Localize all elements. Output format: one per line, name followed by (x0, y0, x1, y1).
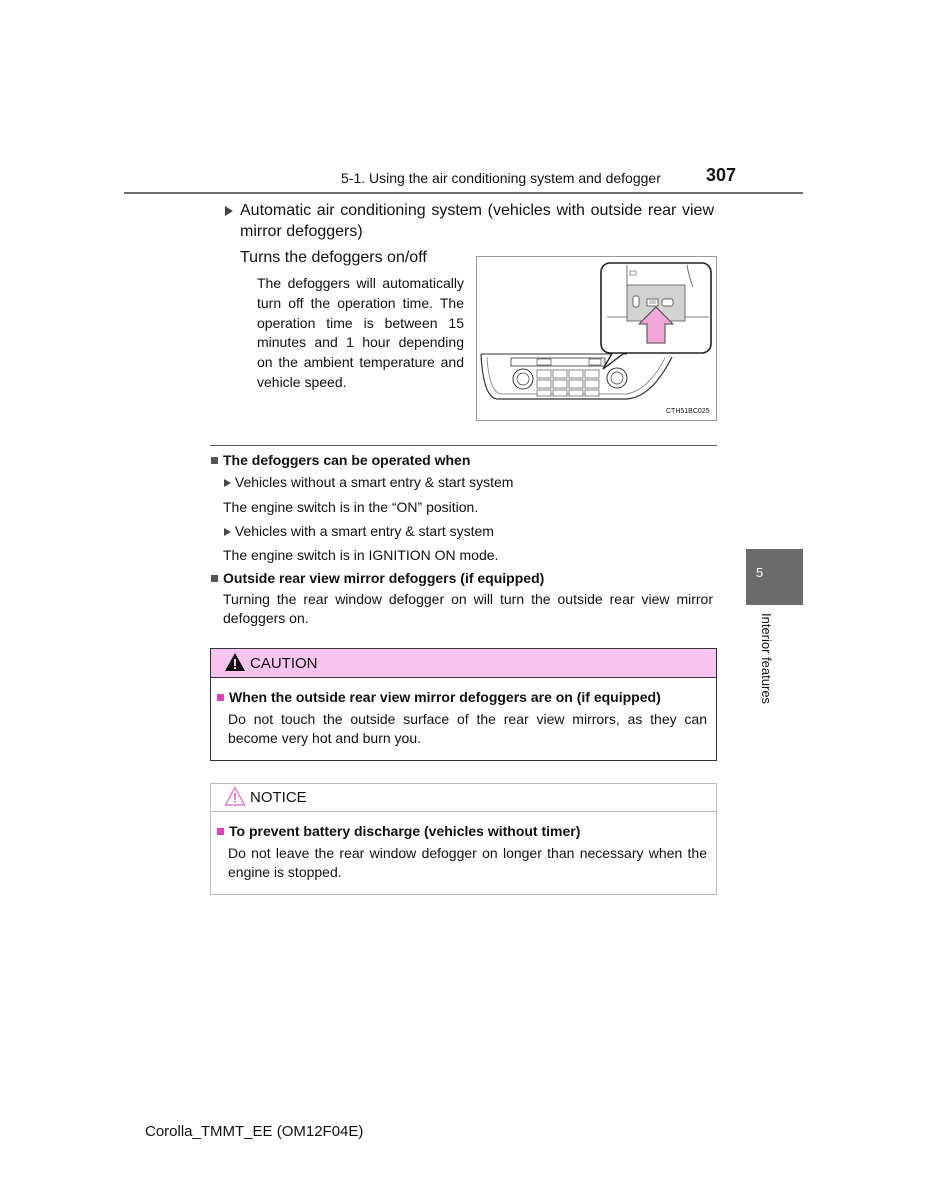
condition-text: The engine switch is in IGNITION ON mode. (223, 547, 499, 563)
chapter-tab (746, 549, 803, 605)
page-number: 307 (706, 165, 737, 185)
chapter-number: 5 (756, 565, 764, 580)
section-title-text: Outside rear view mirror defoggers (if equipped) (223, 570, 545, 586)
triangle-bullet-icon (225, 206, 233, 216)
caution-text: Do not touch the outside surface of the rear view mirrors, as they can become very hot and burn you. (228, 711, 707, 746)
caution-box (210, 648, 717, 761)
triangle-bullet-icon (224, 479, 231, 487)
square-bullet-icon (217, 694, 224, 701)
section-title-text: The defoggers can be operated when (223, 452, 471, 468)
square-bullet-icon (217, 828, 224, 835)
header-rule (124, 192, 803, 194)
intro-heading: Automatic air conditioning system (vehicles with outside rear view mirror defoggers) (240, 202, 714, 240)
square-bullet-icon (211, 457, 218, 464)
caution-title-text: When the outside rear view mirror defoggers are on (if equipped) (229, 689, 661, 705)
section-title-operation-conditions (211, 452, 470, 468)
condition-label: Vehicles without a smart entry & start system (234, 474, 514, 490)
caution-header (211, 649, 716, 678)
square-bullet-icon (211, 575, 218, 582)
condition-label: Vehicles with a smart entry & start system (234, 523, 494, 539)
climate-panel-illustration (476, 256, 717, 421)
caution-label: CAUTION (250, 655, 318, 672)
notice-box (210, 783, 717, 895)
running-header-title: 5-1. Using the air conditioning system and defogger (341, 170, 661, 186)
caution-title (217, 689, 661, 705)
notice-title-text: To prevent battery discharge (vehicles without timer) (229, 823, 581, 839)
notice-label: NOTICE (250, 789, 307, 806)
intro-description: The defoggers will automatically turn off the operation time. The operation time is between 15 minutes and 1 hour depending on the ambient temperature and vehicle speed. (257, 275, 464, 390)
illustration-code: CTH51BC025 (666, 408, 710, 415)
warning-icon (224, 652, 246, 672)
notice-header (211, 784, 716, 812)
condition-item (224, 522, 494, 541)
section-rule (210, 445, 717, 446)
warning-outline-icon (224, 786, 246, 806)
chapter-label: Interior features (759, 613, 774, 705)
notice-text: Do not leave the rear window defogger on longer than necessary when the engine is stopped. (228, 845, 707, 880)
notice-title (217, 823, 580, 839)
condition-item (224, 473, 513, 492)
footer-document-id: Corolla_TMMT_EE (OM12F04E) (145, 1123, 364, 1140)
defogger-button-diagram (477, 257, 716, 420)
intro-subheading: Turns the defoggers on/off (240, 249, 427, 266)
section-body: Turning the rear window defogger on will turn the outside rear view mirror defoggers on. (223, 591, 713, 626)
section-title-mirror-defoggers (211, 570, 544, 586)
condition-text: The engine switch is in the “ON” position. (223, 499, 479, 515)
triangle-bullet-icon (224, 528, 231, 536)
